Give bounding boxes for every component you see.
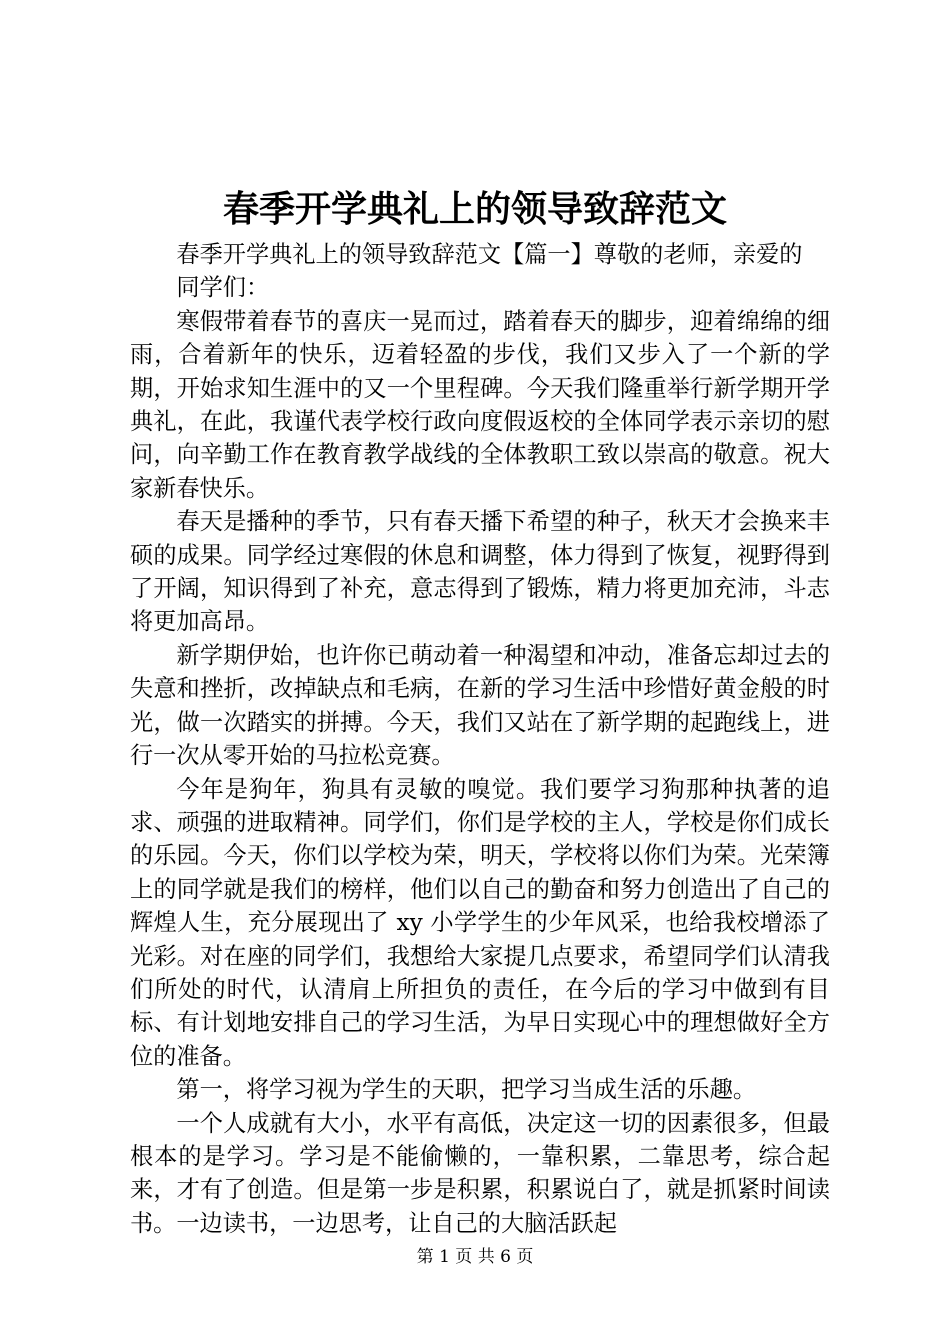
paragraph: 一个人成就有大小，水平有高低，决定这一切的因素很多，但最根本的是学习。学习是不能偷懒的，一靠积累，二靠思考，综合起来，才有了创造。但是第一步是积累，积累说白了，就是抓紧时间读书。一边读书，一边思考，让自己的大脑活跃起 [130,1109,830,1237]
paragraph: 春季开学典礼上的领导致辞范文【篇一】尊敬的老师，亲爱的 [176,241,803,268]
page-footer: 第 1 页 共 6 页 [416,1247,534,1267]
paragraph: 春天是播种的季节，只有春天播下希望的种子，秋天才会换来丰硕的成果。同学经过寒假的休息和调整，体力得到了恢复，视野得到了开阔，知识得到了补充，意志得到了锻炼，精力将更加充沛，斗志将更加高昂。 [130,508,830,636]
paragraph: 第一，将学习视为学生的天职，把学习当成生活的乐趣。 [176,1076,757,1104]
paragraph: 同学们： [176,274,270,302]
paragraph: 今年是狗年，狗具有灵敏的嗅觉。我们要学习狗那种执著的追求、顽强的进取精神。同学们，你们是学校的主人，学校是你们成长的乐园。今天，你们以学校为荣，明天，学校将以你们为荣。光荣簿上的同学就是我们的榜样，他们以自己的勤奋和努力创造出了自己的辉煌人生，充分展现出了 xy 小学学生的少年风采，也给我校增添了光彩。对在座的同学们，我想给大家提几点要求，希望同学们认清我们所处的时代，认清肩上所担负的责任，在今后的学习中做到有目标、有计划地安排自己的学习生活，为早日实现心中的理想做好全方位的准备。 [130,775,830,1070]
document-title: 春季开学典礼上的领导致辞范文 [222,188,727,230]
document-body [130,238,830,1240]
paragraph: 新学期伊始，也许你已萌动着一种渴望和冲动，准备忘却过去的失意和挫折，改掉缺点和毛病，在新的学习生活中珍惜好黄金般的时光，做一次踏实的拼搏。今天，我们又站在了新学期的起跑线上，进行一次从零开始的马拉松竞赛。 [130,641,830,770]
paragraph: 寒假带着春节的喜庆一晃而过，踏着春天的脚步，迎着绵绵的细雨，合着新年的快乐，迈着轻盈的步伐，我们又步入了一个新的学期，开始求知生涯中的又一个里程碑。今天我们隆重举行新学期开学典礼，在此，我谨代表学校行政向度假返校的全体同学表示亲切的慰问，向辛勤工作在教育教学战线的全体教职工致以崇高的敬意。祝大家新春快乐。 [130,307,830,502]
